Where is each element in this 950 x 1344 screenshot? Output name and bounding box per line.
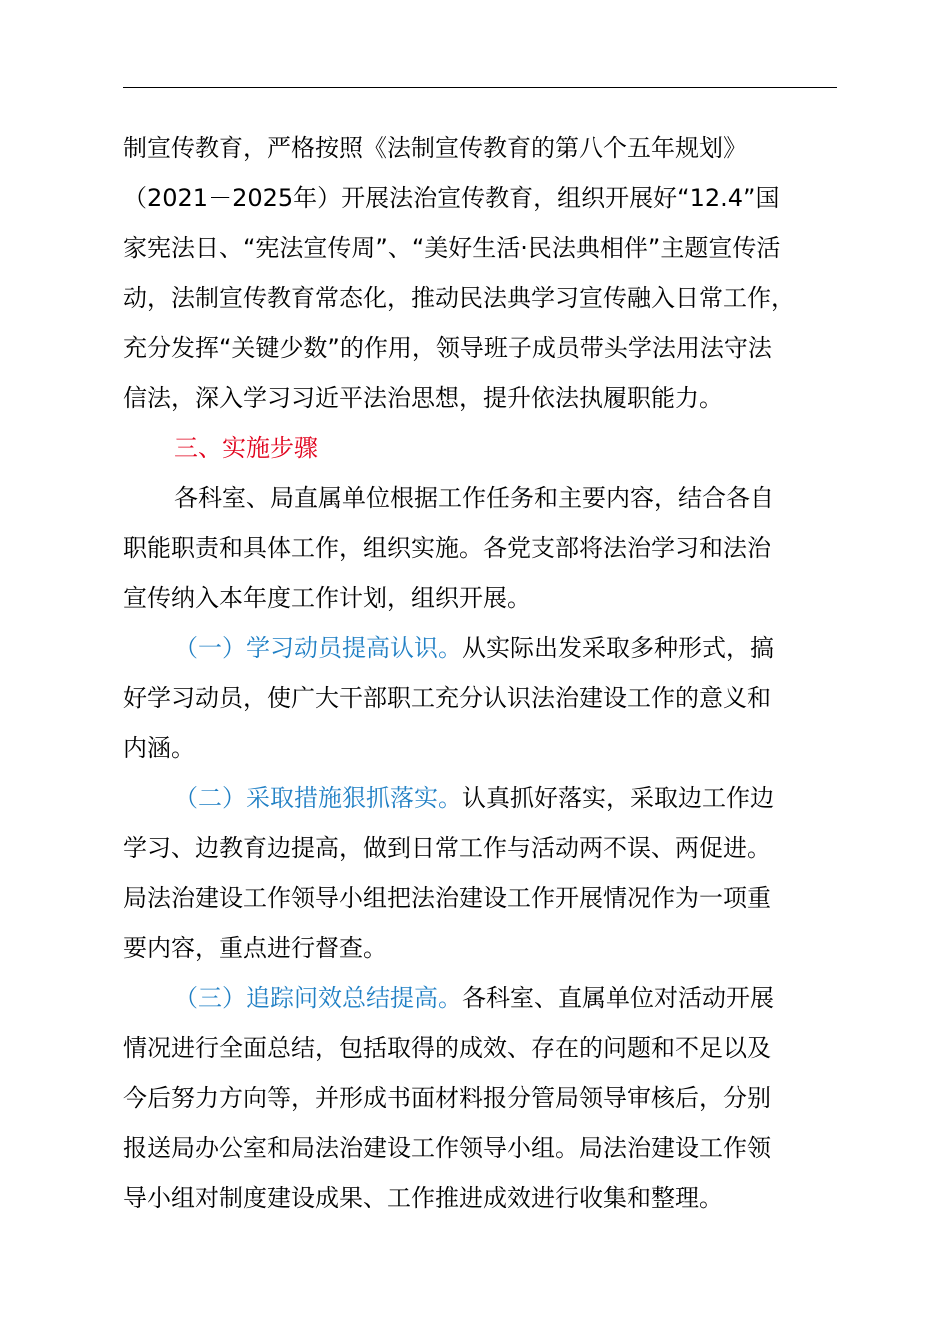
line-text: 内涵。 bbox=[123, 734, 195, 762]
paragraph-line bbox=[123, 1123, 837, 1173]
line-text: 好学习动员，使广大干部职工充分认识法治建设工作的意义和 bbox=[123, 684, 771, 712]
line-text: 宣传纳入本年度工作计划，组织开展。 bbox=[123, 584, 531, 612]
line-text: 从实际出发采取多种形式，搞 bbox=[462, 634, 774, 662]
line-text: 今后努力方向等，并形成书面材料报分管局领导审核后，分别 bbox=[123, 1084, 771, 1112]
line-text: 信法，深入学习习近平法治思想，提升依法执履职能力。 bbox=[123, 384, 723, 412]
subsection-heading: （一）学习动员提高认识。 bbox=[174, 634, 462, 662]
paragraph-line bbox=[123, 123, 837, 173]
paragraph-line bbox=[123, 723, 837, 773]
paragraph-line bbox=[123, 573, 837, 623]
paragraph-line bbox=[123, 223, 837, 273]
line-text: 各科室、直属单位对活动开展 bbox=[462, 984, 774, 1012]
line-text: （2021－2025年）开展法治宣传教育，组织开展好“12.4”国 bbox=[123, 184, 780, 212]
line-text: 家宪法日、“宪法宣传周”、“美好生活·民法典相伴”主题宣传活 bbox=[123, 234, 781, 262]
line-text: 学习、边教育边提高，做到日常工作与活动两不误、两促进。 bbox=[123, 834, 771, 862]
line-text: 制宣传教育，严格按照《法制宣传教育的第八个五年规划》 bbox=[123, 134, 747, 162]
line-text: 报送局办公室和局法治建设工作领导小组。局法治建设工作领 bbox=[123, 1134, 771, 1162]
document-body bbox=[123, 123, 837, 1223]
line-text: 职能职责和具体工作，组织实施。各党支部将法治学习和法治 bbox=[123, 534, 771, 562]
header-rule bbox=[123, 87, 837, 88]
paragraph-line bbox=[123, 623, 837, 673]
paragraph-line bbox=[123, 773, 837, 823]
section-heading-line bbox=[123, 423, 837, 473]
line-text: 情况进行全面总结，包括取得的成效、存在的问题和不足以及 bbox=[123, 1034, 771, 1062]
line-text: 动，法制宣传教育常态化，推动民法典学习宣传融入日常工作， bbox=[123, 284, 795, 312]
subsection-heading: （三）追踪问效总结提高。 bbox=[174, 984, 462, 1012]
line-text: 导小组对制度建设成果、工作推进成效进行收集和整理。 bbox=[123, 1184, 723, 1212]
paragraph-line bbox=[123, 1073, 837, 1123]
paragraph-line bbox=[123, 973, 837, 1023]
subsection-heading: （二）采取措施狠抓落实。 bbox=[174, 784, 462, 812]
paragraph-line bbox=[123, 523, 837, 573]
paragraph-line bbox=[123, 373, 837, 423]
paragraph-line bbox=[123, 873, 837, 923]
line-text: 要内容，重点进行督查。 bbox=[123, 934, 387, 962]
line-text: 充分发挥“关键少数”的作用，领导班子成员带头学法用法守法 bbox=[123, 334, 772, 362]
paragraph-line bbox=[123, 673, 837, 723]
section-heading: 三、实施步骤 bbox=[174, 434, 318, 462]
line-text: 认真抓好落实，采取边工作边 bbox=[462, 784, 774, 812]
paragraph-line bbox=[123, 173, 837, 223]
paragraph-line bbox=[123, 273, 837, 323]
paragraph-line bbox=[123, 1173, 837, 1223]
paragraph-line bbox=[123, 323, 837, 373]
paragraph-line bbox=[123, 1023, 837, 1073]
paragraph-line bbox=[123, 923, 837, 973]
paragraph-line bbox=[123, 473, 837, 523]
paragraph-line bbox=[123, 823, 837, 873]
line-text: 局法治建设工作领导小组把法治建设工作开展情况作为一项重 bbox=[123, 884, 771, 912]
line-text: 各科室、局直属单位根据工作任务和主要内容，结合各自 bbox=[174, 484, 774, 512]
